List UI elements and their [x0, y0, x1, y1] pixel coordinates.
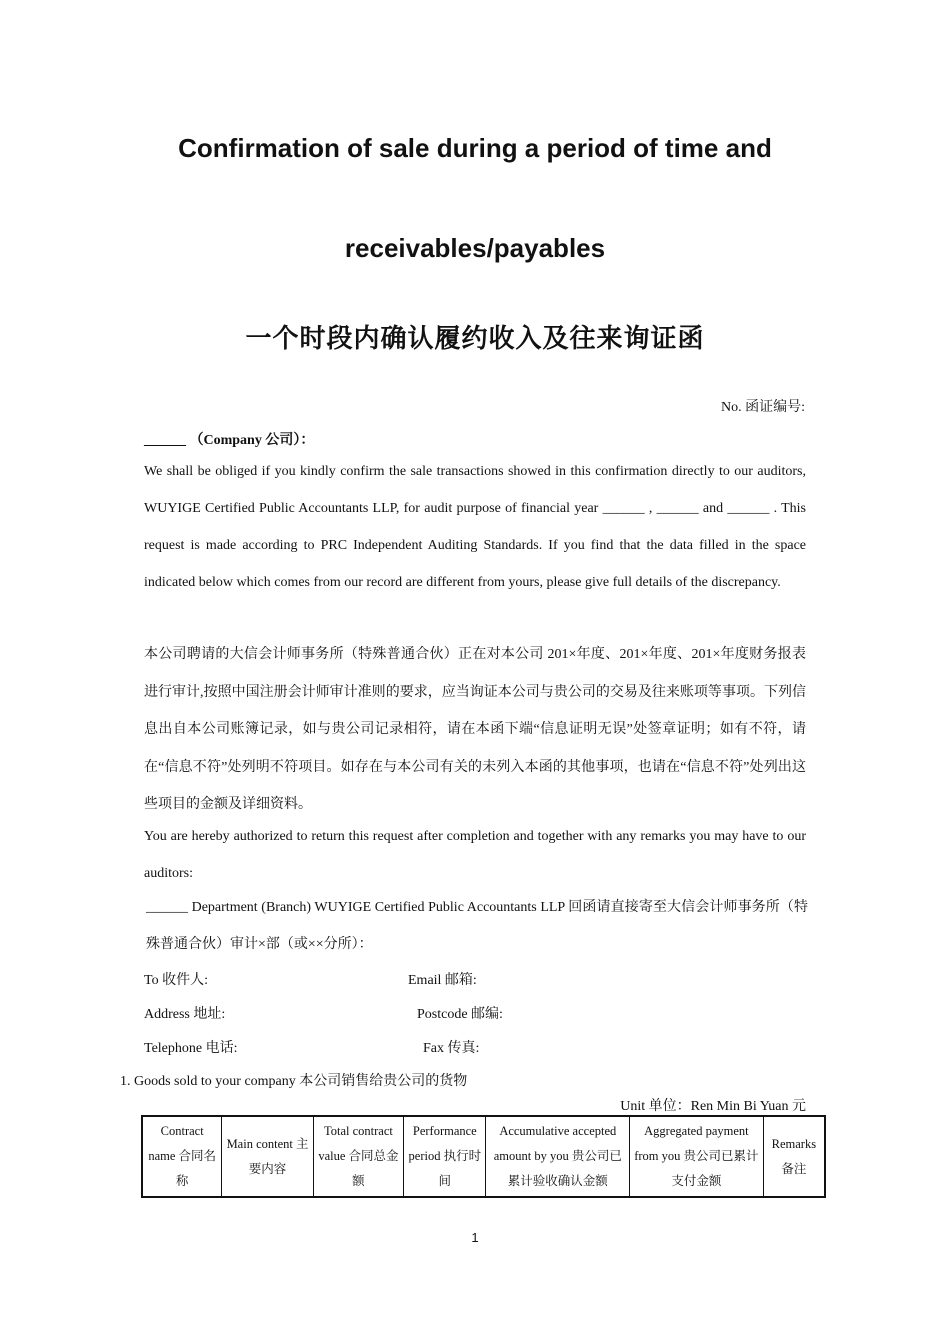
doc-number-label: No. 函证编号: — [721, 400, 805, 415]
col-performance-period: Performance period 执行时间 — [404, 1116, 486, 1197]
document-title-line1: Confirmation of sale during a period of time and — [178, 133, 772, 163]
table-header-row — [142, 1116, 825, 1197]
col-remarks: Remarks 备注 — [763, 1116, 825, 1197]
col-contract-name: Contract name 合同名称 — [142, 1116, 222, 1197]
telephone-label: Telephone 电话: — [144, 1041, 238, 1056]
goods-sold-table — [141, 1115, 826, 1198]
section1-heading: 1. Goods sold to your company 本公司销售给贵公司的货物 — [120, 1074, 468, 1089]
document-title-line2: receivables/payables — [344, 233, 606, 263]
col-main-content: Main content 主要内容 — [222, 1116, 313, 1197]
fax-label: Fax 传真: — [423, 1041, 480, 1056]
to-label: To 收件人: — [144, 973, 208, 988]
col-aggregated-payment: Aggregated payment from you 贵公司已累计支付金额 — [630, 1116, 764, 1197]
document-title-chinese: 一个时段内确认履约收入及往来询证函 — [245, 324, 705, 354]
addressee-line — [144, 429, 314, 449]
paragraph-chinese: 本公司聘请的大信会计师事务所（特殊普通合伙）正在对本公司 201×年度、201×年度、201×年度财务报表进行审计,按照中国注册会计师审计准则的要求，应当询证本公司与贵公司的交易及往来账项等事项。下列信息出自本公司账簿记录，如与贵公司记录相符，请在本函下端“信息证明无误”处签章证明；如有不符，请在“信息不符”处列明不符项目。如存在与本公司有关的未列入本函的其他事项，也请在“信息不符”处列出这些项目的金额及详细资料。 — [144, 647, 806, 812]
col-accumulative-accepted: Accumulative accepted amount by you 贵公司已累计验收确认金额 — [486, 1116, 630, 1197]
col-total-contract-value: Total contract value 合同总金额 — [313, 1116, 403, 1197]
page-number: 1 — [471, 1230, 479, 1245]
unit-label: Unit 单位：Ren Min Bi Yuan 元 — [620, 1099, 806, 1114]
addressee-label: （Company 公司）： — [189, 433, 315, 448]
addressee-blank: ______ — [144, 433, 186, 448]
return-address: ______ Department (Branch) WUYIGE Certified Public Accountants LLP 回函请直接寄至大信会计师事务所（特殊普通合伙）审计×部（或××分所）： — [146, 900, 808, 952]
postcode-label: Postcode 邮编: — [417, 1007, 503, 1022]
return-instruction: You are hereby authorized to return this request after completion and together with any remarks you may have to our auditors: — [144, 829, 806, 881]
address-label: Address 地址: — [144, 1007, 226, 1022]
email-label: Email 邮箱: — [408, 973, 477, 988]
paragraph-english: We shall be obliged if you kindly confirm the sale transactions showed in this confirmation directly to our auditors, WUYIGE Certified Public Accountants LLP, for audit purpose of financial year ______ , ______ and ______ . This request is made according to PRC Independent Auditing Standards. If you find that the data filled in the space indicated below which comes from our record are different from yours, please give full details of the discrepancy. — [144, 464, 806, 590]
